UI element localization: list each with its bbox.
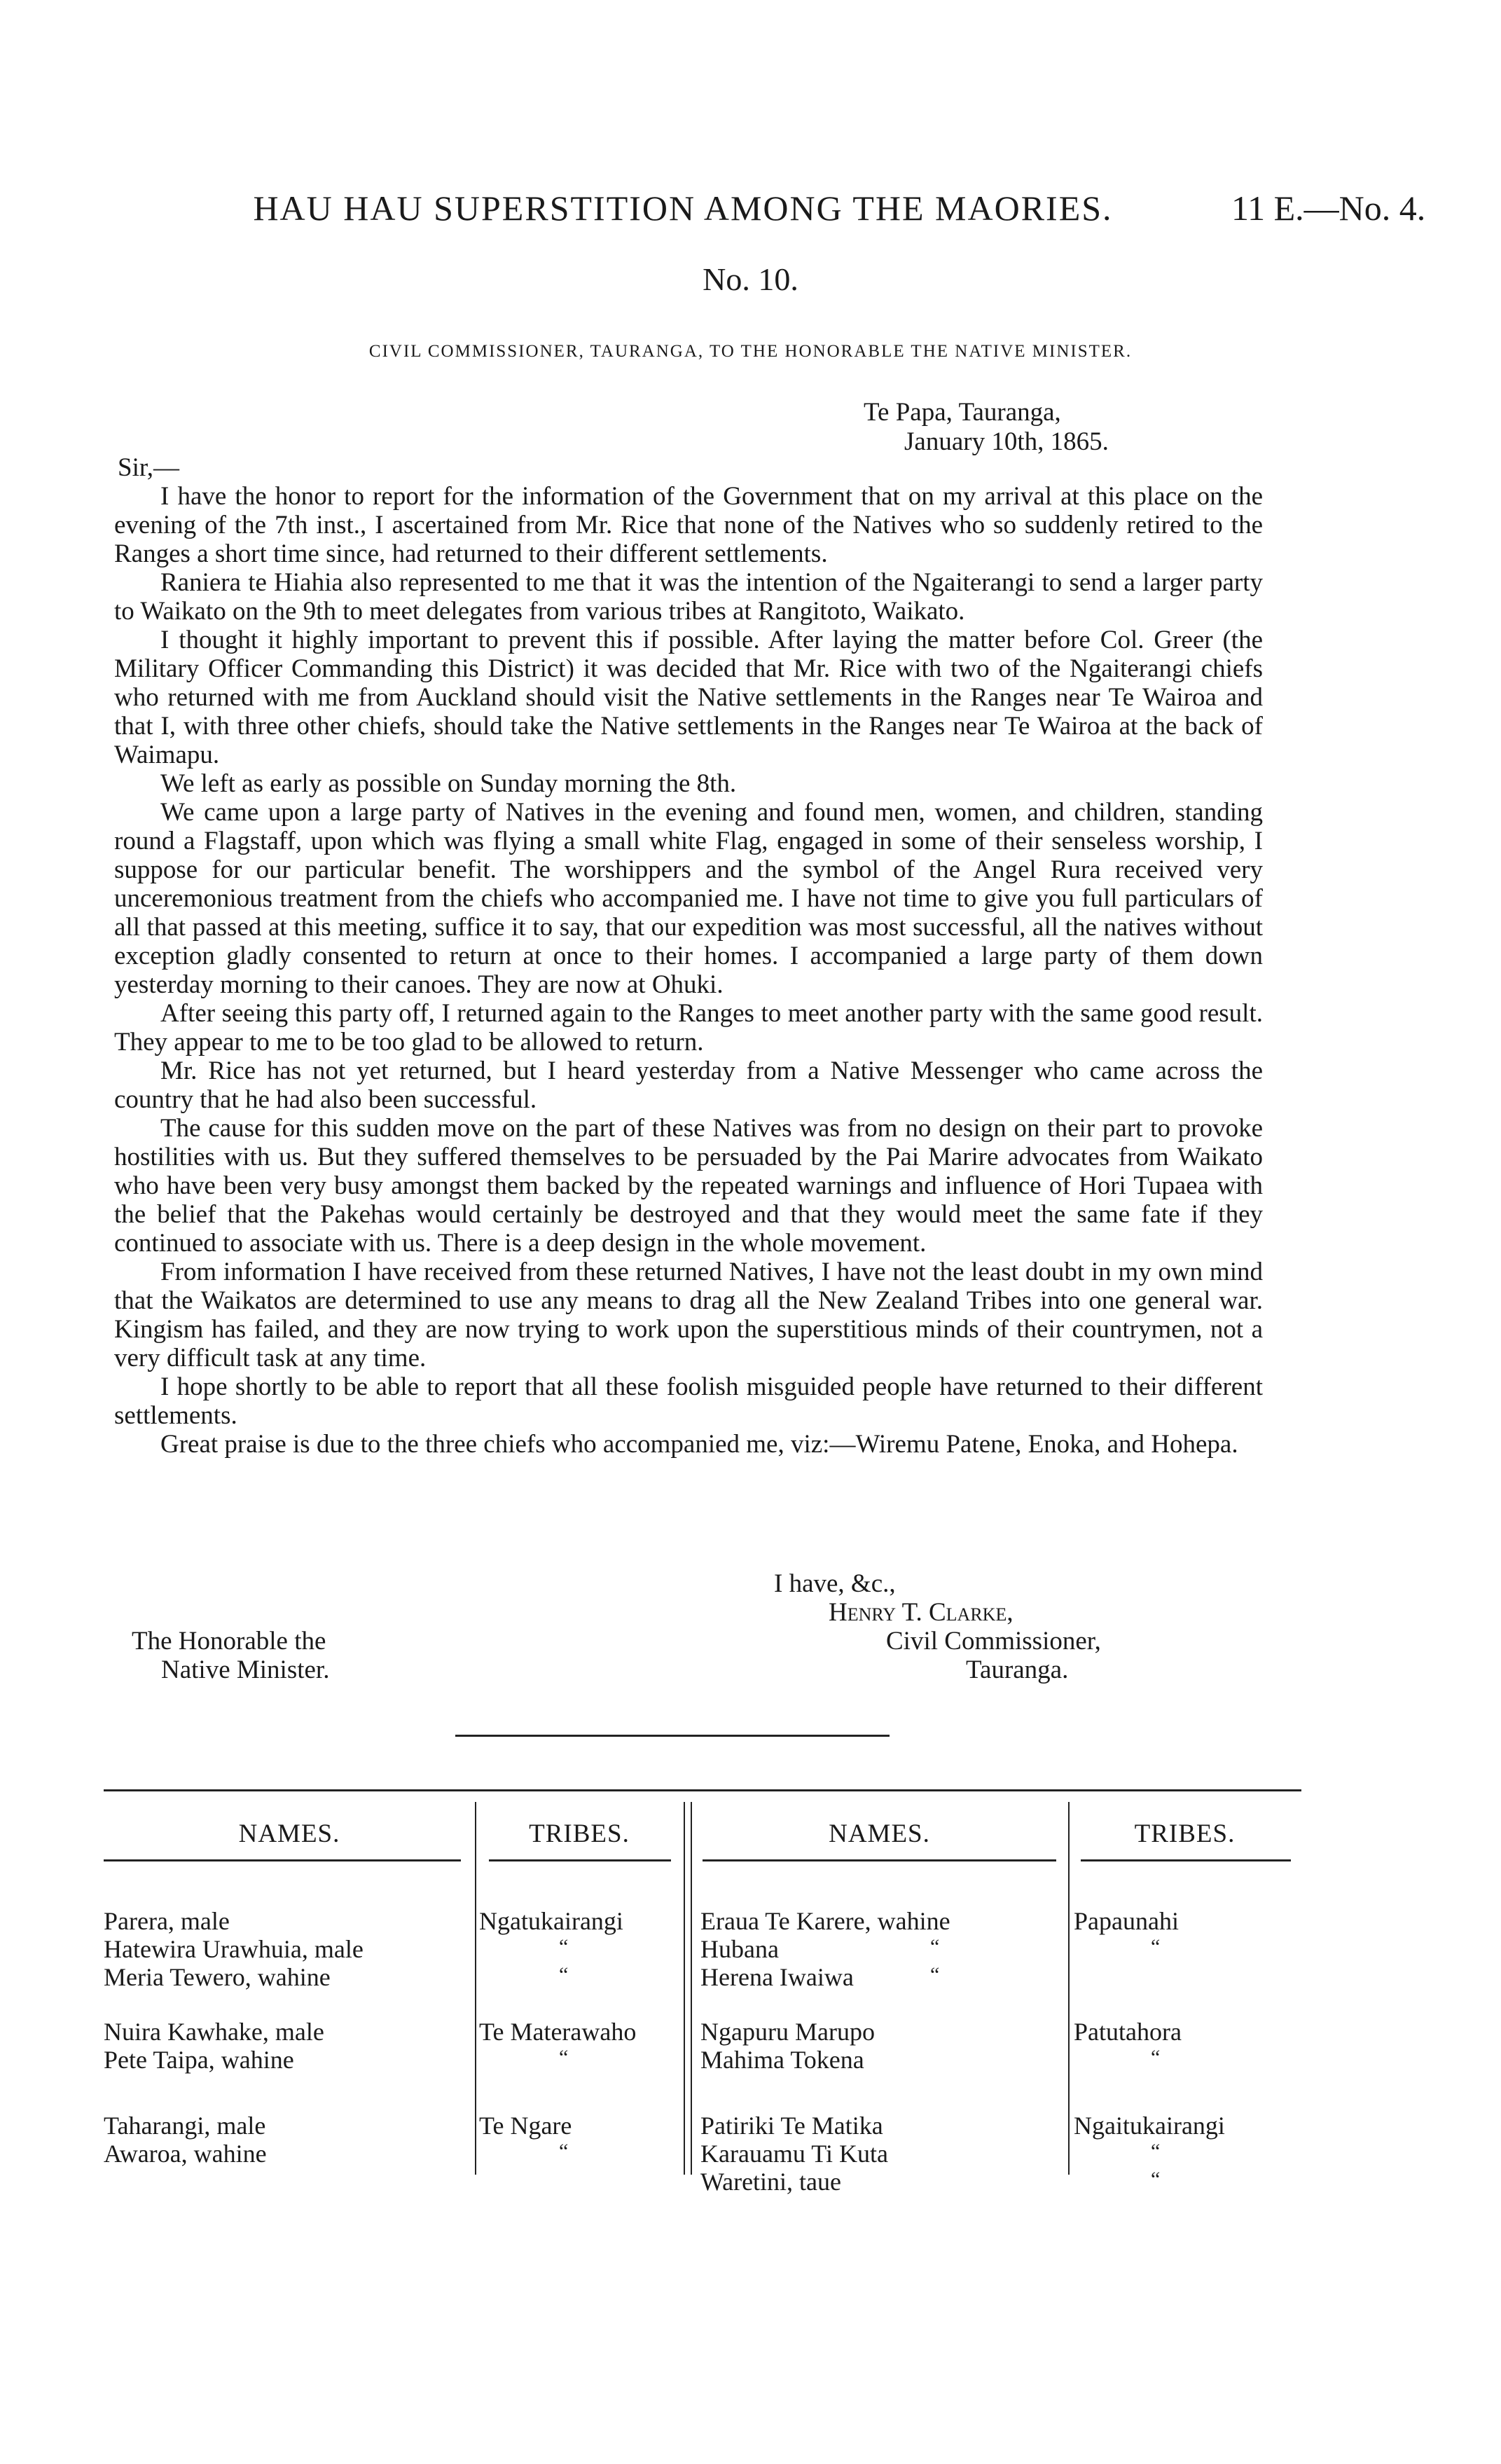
column-header-tribes: TRIBES. — [529, 1819, 630, 1848]
header-underline — [703, 1859, 1056, 1861]
dateline-place: Te Papa, Tauranga, — [864, 398, 1061, 427]
table-cell-name: Karauamu Ti Kuta — [700, 2140, 888, 2168]
table-cell-tribe: Papaunahi — [1074, 1907, 1179, 1935]
table-cell-tribe: Patutahora — [1074, 2018, 1182, 2046]
signatory-title: Civil Commissioner, — [886, 1627, 1101, 1656]
header-underline — [489, 1859, 671, 1861]
signatory-location: Tauranga. — [966, 1656, 1069, 1684]
dateline — [864, 398, 1109, 457]
table-cell-tribe: Te Materawaho — [479, 2018, 637, 2046]
addressee-line: The Honorable the — [132, 1627, 326, 1656]
table-cell-name: Waretini, taue — [700, 2168, 842, 2196]
column-header-tribes: TRIBES. — [1134, 1819, 1236, 1848]
column-divider — [691, 1802, 692, 2175]
document-number: No. 10. — [703, 261, 798, 297]
table-top-rule — [104, 1789, 1301, 1791]
ditto-mark: “ — [930, 1963, 940, 1986]
addressee-line: Native Minister. — [161, 1656, 330, 1684]
letter-body — [114, 482, 1263, 1459]
table-cell-name: Meria Tewero, wahine — [104, 1963, 331, 1991]
document-caption: CIVIL COMMISSIONER, TAURANGA, TO THE HONORABLE THE NATIVE MINISTER. — [368, 342, 1133, 361]
paragraph: Great praise is due to the three chiefs who accompanied me, viz:—Wiremu Patene, Enoka, and Hohepa. — [160, 1430, 1238, 1459]
paragraph: I hope shortly to be able to report that all these foolish misguided people have returned to their different settlements. — [114, 1372, 1263, 1430]
column-divider — [475, 1802, 476, 2175]
paragraph: I thought it highly important to prevent this if possible. After laying the matter before Col. Greer (the Military Officer Commanding this District) it was decided that Mr. Rice with two of the Ngaiterangi chiefs who returned with me from Auckland should visit the Native settlements in the Ranges near Te Wairoa and that I, with three other chiefs, should take the Native settlements in the Ranges near Te Wairoa at the back of Waimapu. — [114, 626, 1263, 769]
ditto-mark: “ — [559, 1963, 569, 1986]
table-cell-name: Awaroa, wahine — [104, 2140, 267, 2168]
signature: Henry T. Clarke, — [829, 1598, 1014, 1627]
names-table — [104, 1789, 1301, 2196]
addressee — [132, 1627, 329, 1684]
table-cell-tribe: Ngatukairangi — [479, 1907, 623, 1935]
table-cell-name: Hatewira Urawhuia, male — [104, 1935, 364, 1963]
column-header-names: NAMES. — [829, 1819, 930, 1848]
table-cell-name: Hubana — [700, 1935, 779, 1963]
ditto-mark: “ — [1151, 2168, 1161, 2191]
paragraph: We came upon a large party of Natives in the evening and found men, women, and children, standing round a Flagstaff, upon which was flying a small white Flag, engaged in some of their senseless worship, I suppose for our particular benefit. The worshippers and the symbol of the Angel Rura received very unceremonious treatment from the chiefs who accompanied me. I have not time to give you full particulars of all that passed at this meeting, suffice it to say, that our expedition was most successful, all the natives without exception gladly consented to return at once to their homes. I accompanied a large party of them down yesterday morning to their canoes. They are now at Ohuki. — [114, 798, 1263, 999]
closing-formula: I have, &c., — [774, 1569, 896, 1598]
table-cell-tribe: Te Ngare — [479, 2112, 572, 2140]
salutation: Sir,— — [118, 453, 179, 482]
ditto-mark: “ — [1151, 1935, 1161, 1958]
table-cell-name: Herena Iwaiwa — [700, 1963, 854, 1991]
column-divider — [684, 1802, 685, 2175]
table-cell-name: Patiriki Te Matika — [700, 2112, 883, 2140]
dateline-date: January 10th, 1865. — [904, 427, 1109, 456]
ditto-mark: “ — [1151, 2046, 1161, 2069]
column-header-names: NAMES. — [238, 1819, 340, 1848]
ditto-mark: “ — [930, 1935, 940, 1958]
section-divider — [455, 1735, 890, 1737]
column-divider — [1068, 1802, 1070, 2175]
table-cell-tribe: Ngaitukairangi — [1074, 2112, 1225, 2140]
ditto-mark: “ — [559, 1935, 569, 1958]
paragraph: The cause for this sudden move on the part of these Natives was from no design on their part to provoke hostilities with us. But they suffered themselves to be persuaded by the Pai Marire advocates from Waikato who have been very busy amongst them backed by the repeated warnings and influence of Hori Tupaea with the belief that the Pakehas would certainly be destroyed and that they would meet the same fate if they continued to associate with us. There is a deep design in the whole movement. — [114, 1114, 1263, 1258]
paragraph: Raniera te Hiahia also represented to me that it was the intention of the Ngaiterangi to send a larger party to Waikato on the 9th to meet delegates from various tribes at Rangitoto, Waikato. — [114, 568, 1263, 626]
page-reference: 11 E.—No. 4. — [1231, 188, 1426, 228]
header-underline — [104, 1859, 461, 1861]
table-cell-name: Nuira Kawhake, male — [104, 2018, 324, 2046]
table-cell-name: Taharangi, male — [104, 2112, 266, 2140]
table-cell-name: Mahima Tokena — [700, 2046, 864, 2074]
table-cell-name: Eraua Te Karere, wahine — [700, 1907, 950, 1935]
closing-block — [774, 1569, 1101, 1684]
ditto-mark: “ — [559, 2046, 569, 2069]
paragraph: After seeing this party off, I returned again to the Ranges to meet another party with the same good result. They appear to me to be too glad to be allowed to return. — [114, 999, 1263, 1057]
running-title: HAU HAU SUPERSTITION AMONG THE MAORIES. — [253, 188, 1113, 228]
ditto-mark: “ — [559, 2140, 569, 2163]
ditto-mark: “ — [1151, 2140, 1161, 2163]
paragraph: Mr. Rice has not yet returned, but I heard yesterday from a Native Messenger who came across the country that he had also been successful. — [114, 1057, 1263, 1114]
table-cell-name: Parera, male — [104, 1907, 230, 1935]
header-underline — [1081, 1859, 1291, 1861]
table-cell-name: Ngapuru Marupo — [700, 2018, 875, 2046]
table-cell-name: Pete Taipa, wahine — [104, 2046, 294, 2074]
paragraph: From information I have received from these returned Natives, I have not the least doubt in my own mind that the Waikatos are determined to use any means to drag all the New Zealand Tribes into one general war. Kingism has failed, and they are now trying to work upon the superstitious minds of their countrymen, not a very difficult task at any time. — [114, 1258, 1263, 1372]
paragraph: We left as early as possible on Sunday morning the 8th. — [160, 769, 737, 798]
paragraph: I have the honor to report for the information of the Government that on my arrival at this place on the evening of the 7th inst., I ascertained from Mr. Rice that none of the Natives who so suddenly retired to the Ranges a short time since, had returned to their different settlements. — [114, 482, 1263, 568]
